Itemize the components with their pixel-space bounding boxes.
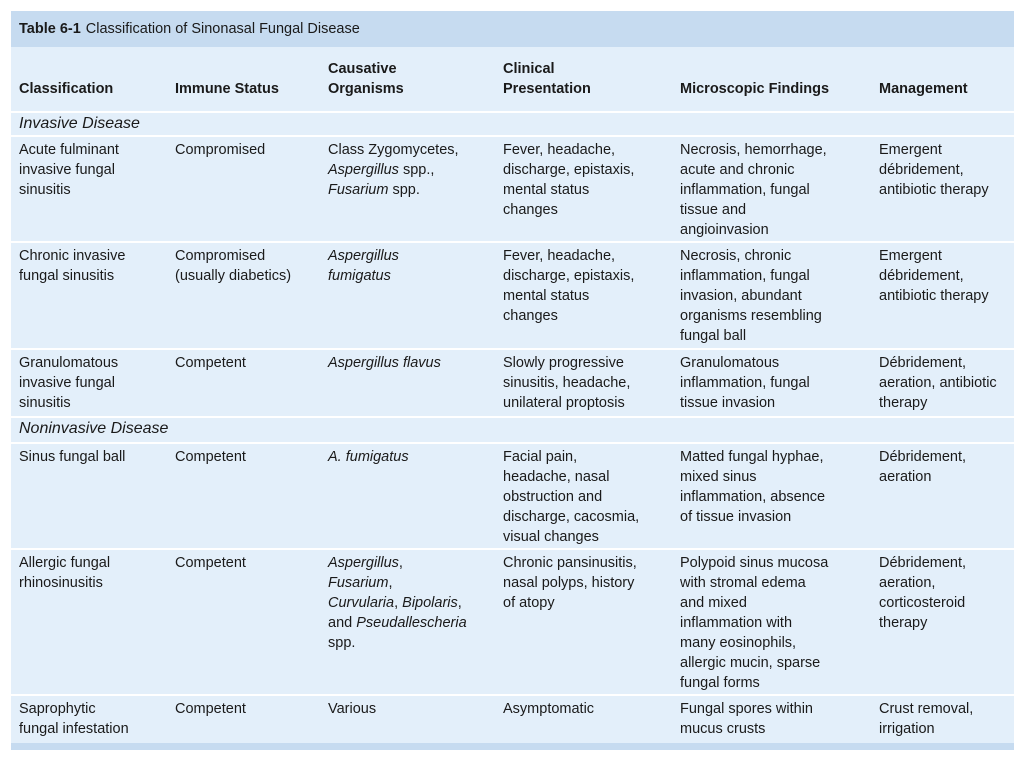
table-cell [19,353,118,413]
table-cell [503,447,639,547]
cell-line: aeration, [879,575,936,591]
table-cell [680,553,828,693]
column-header [680,79,829,99]
cell-line: visual changes [503,529,599,545]
cell-line: aeration, antibiotic [879,375,997,391]
header-line: Clinical [503,61,555,77]
header-row [11,47,1014,111]
cell-line: and mixed [680,595,747,611]
cell-line: changes [503,202,558,218]
cell-line: Débridement, [879,555,967,571]
cell-line: invasion, abundant [680,288,802,304]
table-cell [175,447,246,467]
table-cell [680,140,827,240]
cell-line: nasal polyps, history [503,575,635,591]
table-row [11,241,1014,348]
column-header [175,79,279,99]
cell-line: fungal ball [680,328,747,344]
table-cell [175,553,246,573]
cell-line: fumigatus [328,268,391,284]
cell-line: acute and chronic [680,162,795,178]
cell-line: Saprophytic [19,701,96,717]
cell-line: Débridement, [879,355,967,371]
cell-line: A. fumigatus [328,449,409,465]
cell-line: invasive fungal [19,162,115,178]
table-cell [879,353,997,413]
cell-line: sinusitis [19,182,71,198]
table-cell [328,553,467,653]
cell-line: mucus crusts [680,721,766,737]
table-cell [879,699,973,739]
table-cell [680,246,822,346]
table-cell [175,246,291,286]
section-label: Invasive Disease [19,115,140,132]
cell-line: inflammation, absence [680,489,826,505]
cell-line: Débridement, [879,449,967,465]
cell-line: inflammation, fungal [680,182,810,198]
table-cell [503,246,634,326]
cell-line: Granulomatous [19,355,119,371]
cell-line: therapy [879,615,928,631]
cell-line: corticosteroid [879,595,966,611]
cell-line: discharge, epistaxis, [503,268,635,284]
table-number: Table 6-1 [19,21,81,37]
cell-line: antibiotic therapy [879,182,989,198]
table-cell [19,140,119,200]
table-cell [19,553,110,593]
cell-line: Fever, headache, [503,142,616,158]
cell-line: aeration [879,469,932,485]
cell-line: Allergic fungal [19,555,111,571]
cell-line: therapy [879,395,928,411]
section-label: Noninvasive Disease [19,420,169,437]
table-cell [175,699,246,719]
cell-line: Matted fungal hyphae, [680,449,824,465]
table-cell [879,246,989,306]
table-cell [175,353,246,373]
cell-line: débridement, [879,268,964,284]
header-line: Presentation [503,81,591,97]
header-line: Immune Status [175,81,279,97]
cell-line: Acute fulminant [19,142,119,158]
cell-line: obstruction and [503,489,603,505]
cell-line: mental status [503,288,590,304]
cell-line: antibiotic therapy [879,288,989,304]
cell-line: Slowly progressive [503,355,624,371]
table-cell [680,353,810,413]
cell-line: Fungal spores within [680,701,813,717]
cell-line: with stromal edema [680,575,806,591]
table-cell [879,140,989,200]
section-row [11,111,1014,135]
cell-line: fungal infestation [19,721,129,737]
cell-line: Emergent [879,142,942,158]
cell-line: Crust removal, [879,701,974,717]
header-line: Causative [328,61,397,77]
table-cell [328,353,441,373]
table-cell [503,353,630,413]
cell-line: discharge, cacosmia, [503,509,640,525]
cell-line: Curvularia, Bipolaris, [328,595,462,611]
cell-line: (usually diabetics) [175,268,292,284]
cell-line: Polypoid sinus mucosa [680,555,829,571]
cell-line: spp. [328,635,356,651]
cell-line: headache, nasal [503,469,610,485]
table-cell [19,246,125,286]
header-line: Organisms [328,81,404,97]
section-row [11,416,1014,442]
cell-line: rhinosinusitis [19,575,103,591]
column-header [328,59,404,99]
cell-line: Various [328,701,377,717]
cell-line: Competent [175,701,246,717]
cell-line: fungal forms [680,675,760,691]
column-header [879,79,968,99]
cell-line: sinusitis, headache, [503,375,631,391]
cell-line: of tissue invasion [680,509,792,525]
table-cell [879,447,966,487]
column-header [19,79,113,99]
cell-line: angioinvasion [680,222,769,238]
cell-line: sinusitis [19,395,71,411]
cell-line: Emergent [879,248,942,264]
table-cell [680,699,813,739]
cell-line: Aspergillus, [328,555,403,571]
table-title [11,11,1014,47]
table-cell [503,699,594,719]
table-cell [680,447,825,527]
cell-line: Fusarium spp. [328,182,420,198]
cell-line: Sinus fungal ball [19,449,126,465]
fungal-disease-table [11,11,1014,750]
cell-line: Aspergillus [328,248,399,264]
table-cell [19,447,125,467]
table-cell [19,699,129,739]
cell-line: Competent [175,355,246,371]
cell-line: Asymptomatic [503,701,595,717]
table-row [11,348,1014,416]
cell-line: tissue invasion [680,395,776,411]
cell-line: discharge, epistaxis, [503,162,635,178]
cell-line: Competent [175,555,246,571]
header-line: Microscopic Findings [680,81,830,97]
cell-line: Necrosis, hemorrhage, [680,142,827,158]
table-caption: Classification of Sinonasal Fungal Disease [85,21,360,37]
cell-line: Class Zygomycetes, [328,142,459,158]
cell-line: inflammation with [680,615,793,631]
cell-line: Compromised [175,142,266,158]
cell-line: débridement, [879,162,964,178]
table-row [11,548,1014,694]
cell-line: Compromised [175,248,266,264]
cell-line: changes [503,308,558,324]
table-cell [328,447,409,467]
cell-line: invasive fungal [19,375,115,391]
cell-line: fungal sinusitis [19,268,115,284]
cell-line: Necrosis, chronic [680,248,792,264]
cell-line: and Pseudallescheria [328,615,467,631]
cell-line: Fusarium, [328,575,393,591]
cell-line: of atopy [503,595,555,611]
cell-line: mental status [503,182,590,198]
cell-line: inflammation, fungal [680,375,810,391]
cell-line: Aspergillus flavus [328,355,441,371]
table-cell [503,140,634,220]
cell-line: Facial pain, [503,449,578,465]
cell-line: Competent [175,449,246,465]
cell-line: unilateral proptosis [503,395,625,411]
cell-line: inflammation, fungal [680,268,810,284]
cell-line: irrigation [879,721,935,737]
cell-line: Chronic pansinusitis, [503,555,637,571]
table-cell [328,246,399,286]
table-cell [879,553,966,633]
cell-line: organisms resembling [680,308,822,324]
cell-line: Chronic invasive [19,248,126,264]
cell-line: mixed sinus [680,469,757,485]
table-row [11,135,1014,241]
cell-line: allergic mucin, sparse [680,655,821,671]
table-cell [503,553,637,613]
table-cell [328,699,376,719]
cell-line: Fever, headache, [503,248,616,264]
cell-line: Granulomatous [680,355,780,371]
table-cell [328,140,459,200]
table-row [11,442,1014,548]
header-line: Management [879,81,968,97]
cell-line: many eosinophils, [680,635,797,651]
cell-line: tissue and [680,202,747,218]
cell-line: Aspergillus spp., [328,162,435,178]
column-header [503,59,591,99]
header-line: Classification [19,81,114,97]
table-row [11,694,1014,743]
table-cell [175,140,265,160]
